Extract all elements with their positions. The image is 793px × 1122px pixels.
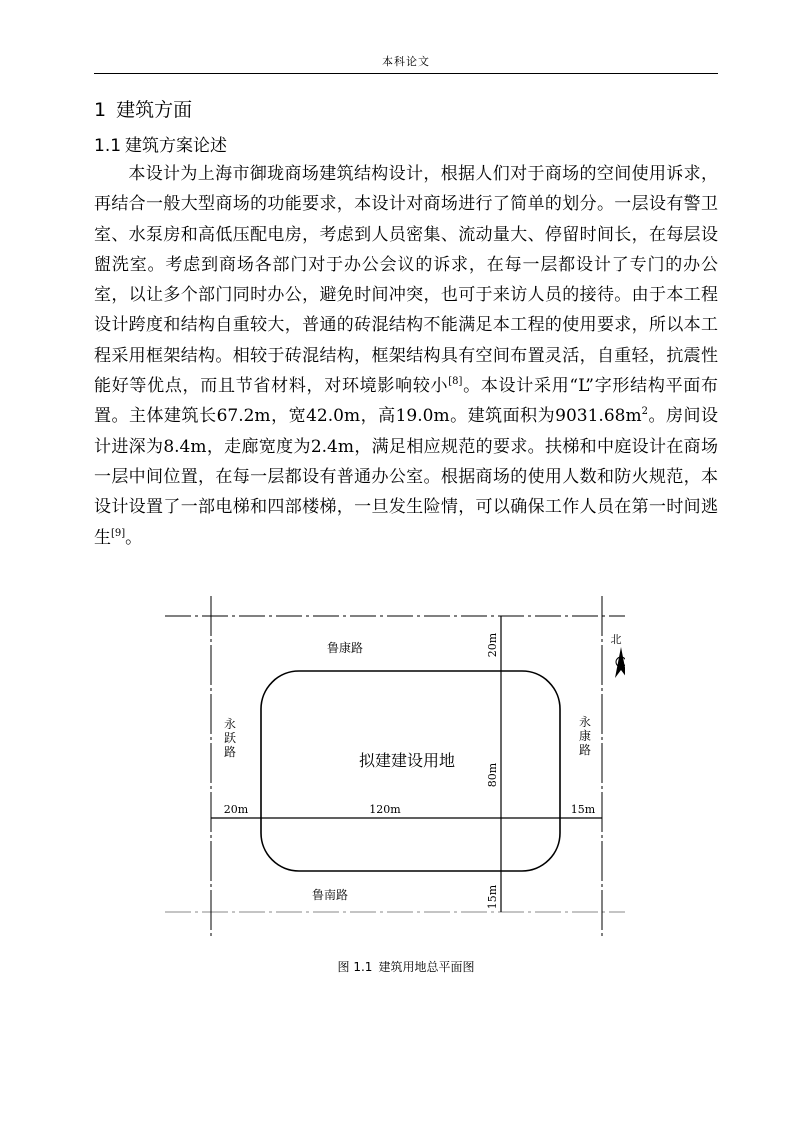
road-east-char-3: 路: [578, 743, 592, 757]
dim-top: 20m: [486, 632, 499, 658]
site-boundary: [261, 671, 560, 871]
subsection-title: 建筑方案论述: [125, 136, 228, 156]
dim-center: 120m: [369, 803, 401, 816]
road-west-char-1: 永: [223, 717, 237, 731]
north-label: 北: [610, 633, 622, 646]
body-text-4: 。: [125, 527, 143, 548]
citation-9: [9]: [111, 527, 126, 539]
section-title: 建筑方面: [116, 99, 193, 121]
page-header: 本科论文: [382, 55, 430, 68]
body-text-1: 本设计为上海市御珑商场建筑结构设计，根据人们对于商场的空间使用诉求，再结合一般大型商场的功能要求，本设计对商场进行了简单的划分。一层设有警卫室、水泵房和高低压配电房，考虑到人员密集、流动量大、停留时间长，在每层设盥洗室。考虑到商场各部门对于办公会议的诉求，在每一层都设计了专门的办公室，以让多个部门同时办公，避免时间冲突，也可于来访人员的接待。由于本工程设计跨度和结构自重较大，普通的砖混结构不能满足本工程的使用要求，所以本工程采用框架结构。相较于砖混结构，框架结构具有空间布置灵活，自重轻，抗震性能好等优点，而且节省材料，对环境影响较小: [94, 164, 718, 397]
body-paragraph: [94, 159, 718, 553]
dim-right: 15m: [570, 803, 596, 816]
body-text-2: 。本设计采用“L”字形结构平面布置。主体建筑长67.2m，宽42.0m，高19.0m。建筑面积为9031.68m: [94, 376, 718, 427]
figure-caption: [94, 958, 718, 975]
dim-left: 20m: [223, 803, 249, 816]
road-north-label: 鲁康路: [326, 641, 364, 655]
road-west-char-2: 跃: [223, 731, 237, 745]
site-label: 拟建建设用地: [358, 751, 456, 770]
dim-middle: 80m: [486, 762, 499, 788]
area-superscript: 2: [641, 406, 648, 418]
road-south-label: 鲁南路: [311, 888, 349, 902]
north-arrow-icon: [615, 647, 625, 678]
road-east-char-1: 永: [578, 715, 592, 729]
figure-title: 建筑用地总平面图: [378, 960, 475, 974]
subsection-heading: [94, 131, 227, 156]
section-heading: [94, 95, 192, 122]
dim-bottom: 15m: [486, 884, 499, 910]
subsection-number: 1.1: [94, 136, 122, 156]
citation-8: [8]: [448, 376, 463, 388]
road-west-char-3: 路: [223, 745, 237, 759]
header-rule: [94, 73, 718, 74]
section-number: 1: [94, 99, 107, 121]
figure-number: 图 1.1: [337, 960, 373, 974]
body-text-3: 。房间设计进深为8.4m，走廊宽度为2.4m，满足相应规范的要求。扶梯和中庭设计在商场一层中间位置，在每一层都设有普通办公室。根据商场的使用人数和防火规范，本设计设置了一部电梯和四部楼梯，一旦发生险情，可以确保工作人员在第一时间逃生: [94, 406, 718, 548]
site-plan-figure: [165, 592, 625, 942]
road-east-char-2: 康: [578, 729, 592, 743]
